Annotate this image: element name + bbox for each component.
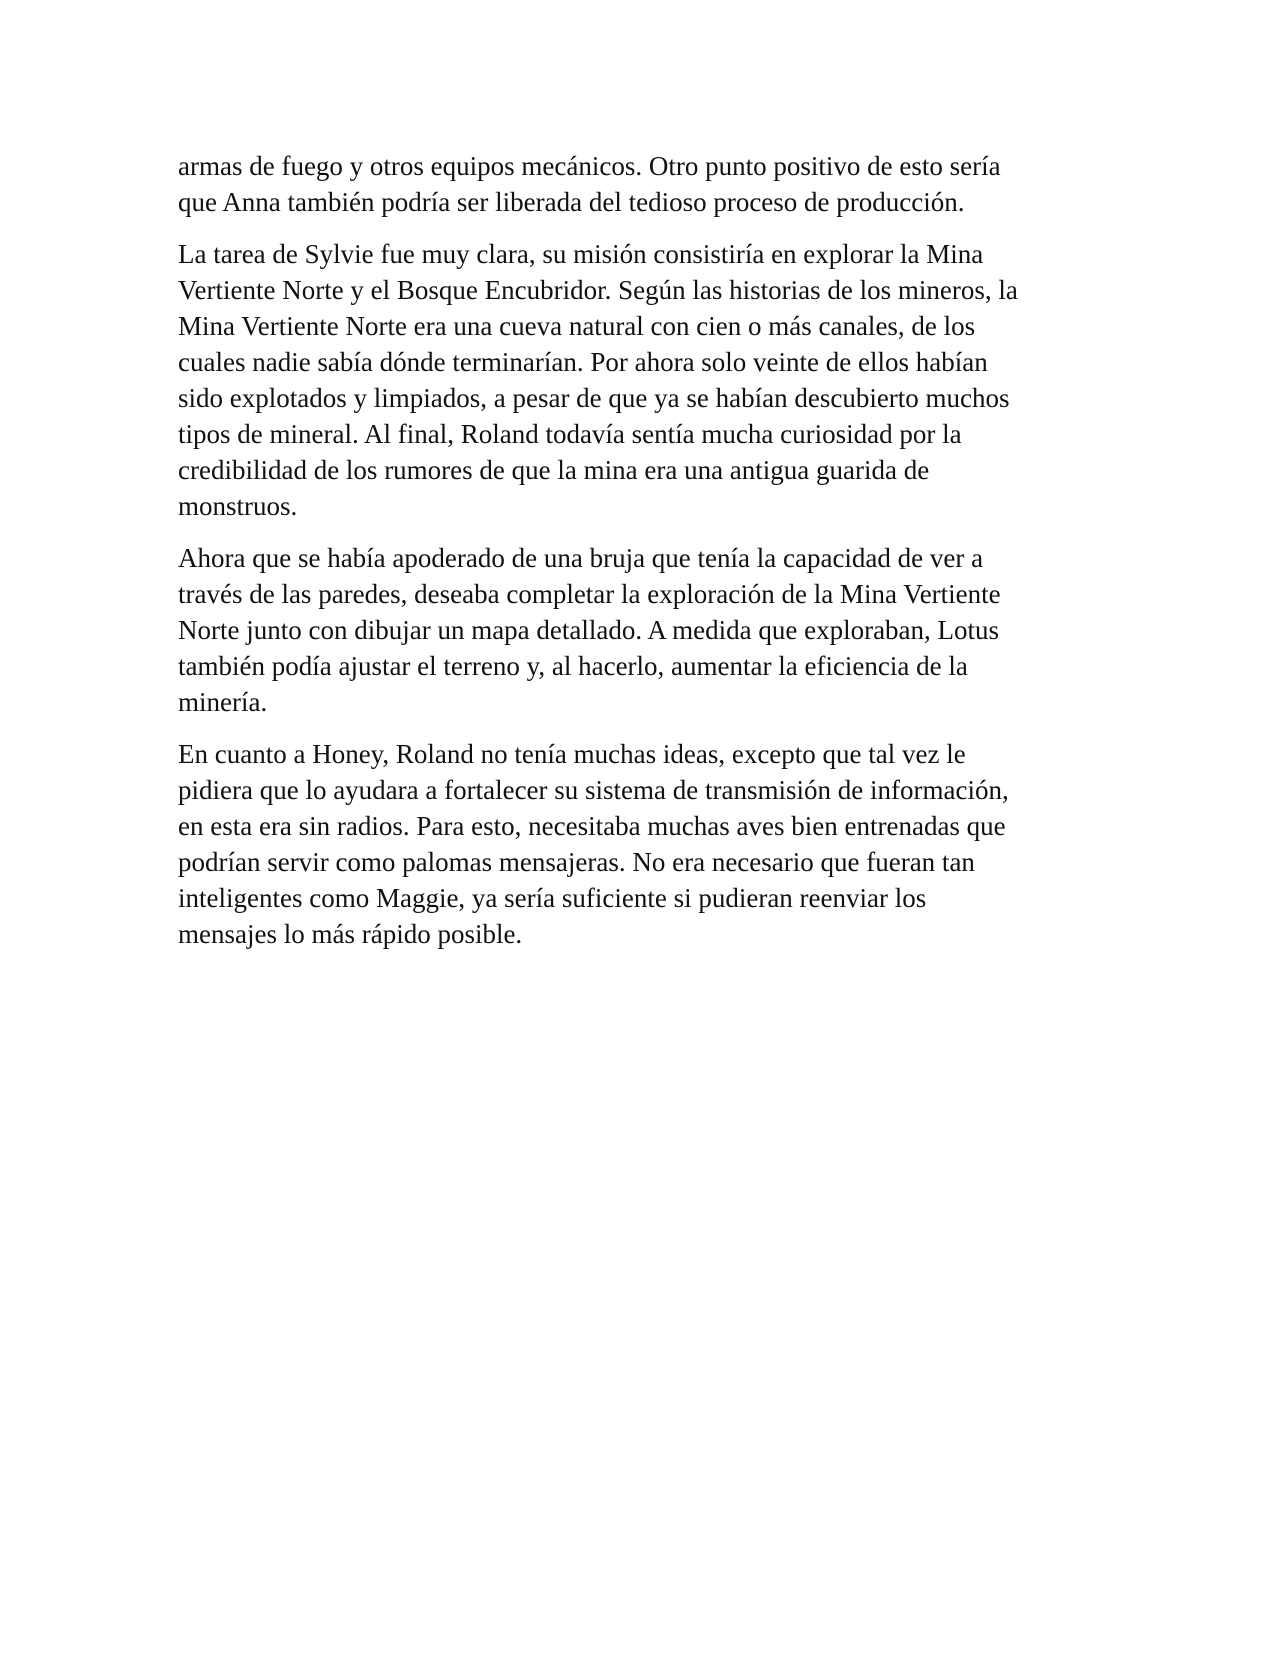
text-line: sido explotados y limpiados, a pesar de que ya se habían descubierto muchos [178,383,1010,413]
text-line: Ahora que se había apoderado de una bruja que tenía la capacidad de ver a [178,543,984,573]
text-line: La tarea de Sylvie fue muy clara, su misión consistiría en explorar la Mina [178,239,984,269]
text-line: cuales nadie sabía dónde terminarían. Por ahora solo veinte de ellos habían [178,347,988,377]
text-line: monstruos. [178,491,298,521]
text-line: Mina Vertiente Norte era una cueva natural con cien o más canales, de los [178,311,976,341]
paragraph-3 [178,540,1098,720]
text-line: inteligentes como Maggie, ya sería suficiente si pudieran reenviar los [178,883,927,913]
body-text [178,148,1098,952]
text-line: que Anna también podría ser liberada del tedioso proceso de producción. [178,187,965,217]
text-line: minería. [178,687,268,717]
text-line: Vertiente Norte y el Bosque Encubridor. Según las historias de los mineros, la [178,275,1018,305]
text-line: Norte junto con dibujar un mapa detallado. A medida que exploraban, Lotus [178,615,1000,645]
text-line: credibilidad de los rumores de que la mina era una antigua guarida de [178,455,930,485]
paragraph-1 [178,148,1098,220]
text-line: mensajes lo más rápido posible. [178,919,523,949]
paragraph-2 [178,236,1098,524]
text-line: armas de fuego y otros equipos mecánicos. Otro punto positivo de esto sería [178,151,1001,181]
text-line: pidiera que lo ayudara a fortalecer su sistema de transmisión de información, [178,775,1009,805]
text-line: podrían servir como palomas mensajeras. No era necesario que fueran tan [178,847,975,877]
paragraph-4 [178,736,1098,952]
text-line: tipos de mineral. Al final, Roland todavía sentía mucha curiosidad por la [178,419,962,449]
text-line: también podía ajustar el terreno y, al hacerlo, aumentar la eficiencia de la [178,651,968,681]
text-line: En cuanto a Honey, Roland no tenía muchas ideas, excepto que tal vez le [178,739,966,769]
text-line: través de las paredes, deseaba completar la exploración de la Mina Vertiente [178,579,1001,609]
text-line: en esta era sin radios. Para esto, necesitaba muchas aves bien entrenadas que [178,811,1006,841]
